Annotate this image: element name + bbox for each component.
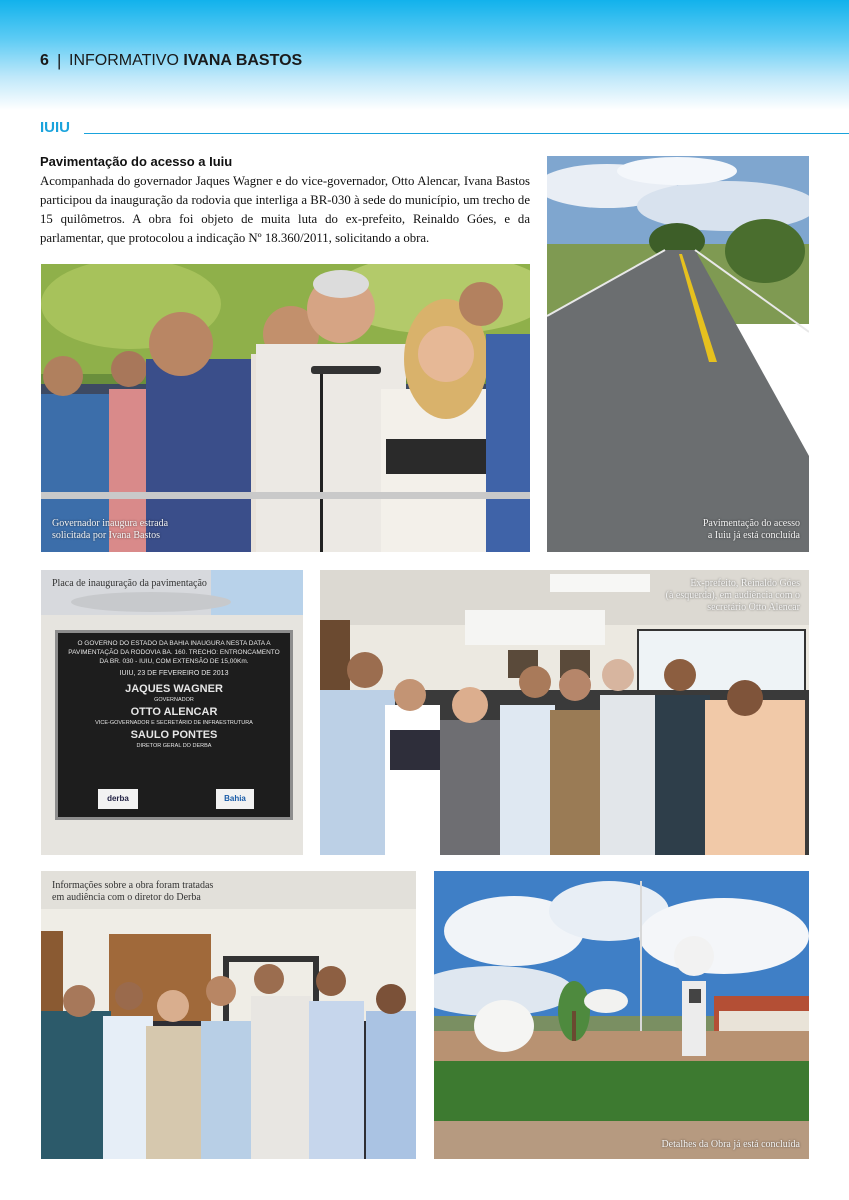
bahia-logo: Bahia [216, 789, 254, 809]
article-body: Acompanhada do governador Jaques Wagner e do vice-governador, Otto Alencar, Ivana Bastos participou da inauguração da rodovia que interliga a BR-030 à sede do município, um trecho de 15 quilômetros. A obra foi objeto de muita luta do ex-prefeito, Reinaldo Góes, e da parlamentar, que protocolou a indicação Nº 18.360/2011, solicitando a obra. [40, 174, 530, 245]
plaque-role: VICE-GOVERNADOR E SECRETÁRIO DE INFRAESTRUTURA [95, 720, 253, 726]
caption-line: solicitada por Ivana Bastos [52, 530, 161, 541]
section-rule [84, 133, 849, 134]
plaque-name: SAULO PONTES [130, 729, 218, 741]
plaque-role: DIRETOR GERAL DO DERBA [136, 743, 212, 749]
caption-works: Detalhes da Obra já está concluída [661, 1139, 800, 1150]
caption-line: secretário Otto Alencar [707, 602, 800, 613]
caption-line: a Iuiu já está concluída [707, 530, 800, 541]
photo-road [547, 156, 809, 552]
caption-governor [52, 518, 168, 542]
caption-line: Ex-prefeito, Reinaldo Góes [690, 578, 800, 589]
caption-line: (à esquerda), em audiência com o [665, 590, 800, 601]
plaque-line: O GOVERNO DO ESTADO DA BAHIA INAUGURA NESTA DATA A [77, 640, 271, 647]
plaque-board [55, 630, 293, 820]
caption-line: Pavimentação do acesso [702, 518, 800, 529]
plaque-role: GOVERNADOR [154, 697, 194, 703]
page-number: 6 [40, 52, 49, 69]
photo-works-detail [434, 871, 809, 1159]
article-title: Pavimentação do acesso a Iuiu [40, 154, 233, 169]
page-header [0, 0, 849, 110]
caption-plaque: Placa de inauguração da pavimentação [52, 578, 207, 589]
caption-road [650, 518, 800, 542]
plaque-line: PAVIMENTAÇÃO DA RODOVIA BA. 160. TRECHO: ENTRONCAMENTO [68, 649, 280, 656]
caption-line: Governador inaugura estrada [52, 518, 169, 529]
plaque-name: JAQUES WAGNER [125, 683, 223, 695]
caption-line: em audiência com o diretor do Derba [52, 892, 201, 903]
plaque-line: DA BR. 030 - IUIU, COM EXTENSÃO DE 15,00Km. [99, 658, 249, 665]
derba-logo: derba [98, 789, 138, 809]
plaque-date: IUIU, 23 DE FEVEREIRO DE 2013 [119, 670, 229, 677]
photo-plaque [41, 570, 303, 855]
caption-meeting [600, 578, 800, 614]
photo-derba-audience [41, 871, 416, 1159]
caption-derba [52, 880, 213, 904]
caption-line: Informações sobre a obra foram tratadas [52, 880, 214, 891]
section-title: IUIU [40, 119, 70, 136]
publication-title [69, 52, 302, 70]
header-separator: | [57, 51, 62, 70]
photo-governor-inauguration [41, 264, 530, 552]
publication-name: IVANA BASTOS [183, 52, 303, 69]
plaque-name: OTTO ALENCAR [130, 706, 218, 718]
publication-prefix: INFORMATIVO [69, 52, 179, 69]
